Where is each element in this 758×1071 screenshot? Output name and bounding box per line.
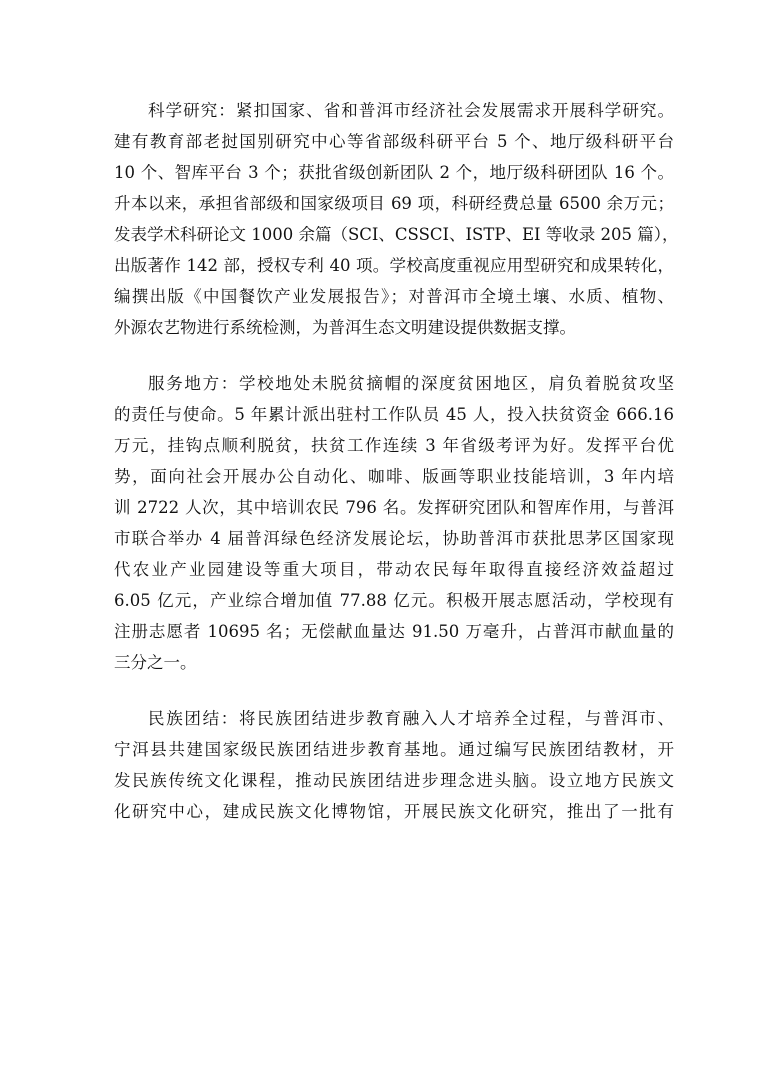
paragraph-ethnic-unity: [114, 703, 674, 827]
paragraph-spacer: [114, 678, 674, 703]
paragraph-line: 民族团结：将民族团结进步教育融入人才培养全过程，与普洱市、: [148, 709, 674, 728]
paragraph-line: 代农业产业园建设等重大项目，带动农民每年取得直接经济效益超过: [114, 560, 674, 579]
paragraph-line: 10 个、智库平台 3 个；获批省级创新团队 2 个，地厅级科研团队 16 个。: [114, 163, 674, 182]
paragraph-local-service: [114, 368, 674, 678]
paragraph-science-research: [114, 95, 679, 343]
paragraph-line: 的责任与使命。5 年累计派出驻村工作队员 45 人，投入扶贫资金 666.16: [114, 405, 674, 424]
paragraph-line: 升本以来，承担省部级和国家级项目 69 项，科研经费总量 6500 余万元；: [114, 194, 674, 213]
body-text: [114, 95, 679, 827]
paragraph-line: 建有教育部老挝国别研究中心等省部级科研平台 5 个、地厅级科研平台: [114, 132, 674, 151]
paragraph-line: 服务地方：学校地处未脱贫摘帽的深度贫困地区，肩负着脱贫攻坚: [148, 374, 674, 393]
paragraph-line: 三分之一。: [114, 653, 197, 672]
paragraph-line: 6.05 亿元，产业综合增加值 77.88 亿元。积极开展志愿活动，学校现有: [114, 591, 674, 610]
paragraph-line: 发表学术科研论文 1000 余篇（SCI、CSSCI、ISTP、EI 等收录 205 篇），: [114, 225, 679, 244]
paragraph-line: 注册志愿者 10695 名；无偿献血量达 91.50 万毫升，占普洱市献血量的: [114, 622, 674, 641]
paragraph-line: 科学研究：紧扣国家、省和普洱市经济社会发展需求开展科学研究。: [148, 101, 674, 120]
paragraph-line: 编撰出版《中国餐饮产业发展报告》；对普洱市全境土壤、水质、植物、: [114, 287, 674, 306]
paragraph-line: 市联合举办 4 届普洱绿色经济发展论坛，协助普洱市获批思茅区国家现: [114, 529, 674, 548]
paragraph-line: 出版著作 142 部，授权专利 40 项。学校高度重视应用型研究和成果转化，: [114, 256, 674, 275]
paragraph-line: 外源农艺物进行系统检测，为普洱生态文明建设提供数据支撑。: [114, 318, 576, 337]
paragraph-line: 化研究中心，建成民族文化博物馆，开展民族文化研究，推出了一批有: [114, 802, 674, 821]
paragraph-line: 训 2722 人次，其中培训农民 796 名。发挥研究团队和智库作用，与普洱: [114, 498, 674, 517]
paragraph-line: 势，面向社会开展办公自动化、咖啡、版画等职业技能培训，3 年内培: [114, 467, 674, 486]
paragraph-line: 发民族传统文化课程，推动民族团结进步理念进头脑。设立地方民族文: [114, 771, 674, 790]
paragraph-line: 宁洱县共建国家级民族团结进步教育基地。通过编写民族团结教材，开: [114, 740, 674, 759]
paragraph-line: 万元，挂钩点顺利脱贫，扶贫工作连续 3 年省级考评为好。发挥平台优: [114, 436, 674, 455]
paragraph-spacer: [114, 343, 674, 368]
